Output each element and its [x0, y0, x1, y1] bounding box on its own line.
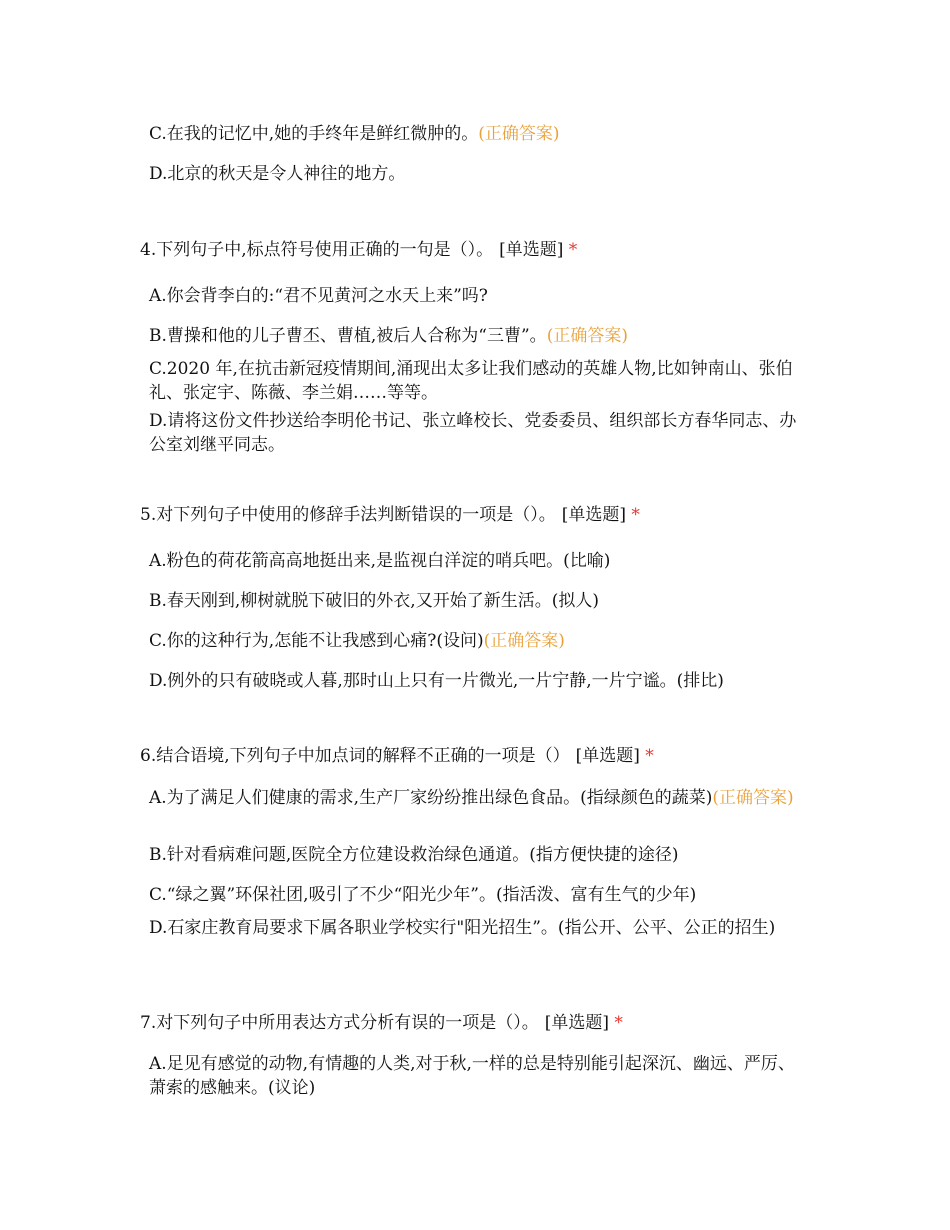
- question-type: [单选题]: [544, 1013, 609, 1033]
- option-text: B.春天刚到,柳树就脱下破旧的外衣,又开始了新生活。(拟人): [149, 591, 599, 611]
- option-text: D.例外的只有破晓或人暮,那时山上只有一片微光,一片宁静,一片宁谧。(排比): [149, 671, 724, 691]
- option-4a: [149, 284, 801, 308]
- option-6d: [149, 916, 801, 940]
- question-type: [单选题]: [561, 505, 626, 525]
- option-6c: [149, 883, 801, 907]
- option-text: C.你的这种行为,怎能不让我感到心痛?(设问): [149, 631, 484, 651]
- question-text: 4.下列句子中,标点符号使用正确的一句是（）。: [140, 240, 494, 260]
- option-5c: [149, 629, 801, 653]
- option-text: A.粉色的荷花箭高高地挺出来,是监视白洋淀的哨兵吧。(比喻): [149, 551, 611, 571]
- option-5a: [149, 549, 801, 573]
- option-4c: [149, 357, 801, 405]
- option-text: A.你会背李白的:“君不见黄河之水天上来”吗?: [149, 286, 488, 306]
- option-text: A.为了满足人们健康的需求,生产厂家纷纷推出绿色食品。(指绿颜色的蔬菜): [149, 788, 713, 808]
- option-text: A.足见有感觉的动物,有情趣的人类,对于秋,一样的总是特别能引起深沉、幽远、严厉、萧索的感触来。(议论): [149, 1054, 795, 1098]
- option-text: D.请将这份文件抄送给李明伦书记、张立峰校长、党委委员、组织部长方春华同志、办公室刘继平同志。: [149, 411, 797, 455]
- question-title: [140, 238, 840, 262]
- option-text: B.曹操和他的儿子曹丕、曹植,被后人合称为“三曹”。: [149, 326, 547, 346]
- option-4b: [149, 324, 801, 348]
- required-icon: *: [631, 505, 640, 525]
- option-4d: [149, 409, 801, 457]
- option-6a: [149, 786, 801, 810]
- option-5b: [149, 589, 801, 613]
- correct-answer-badge: (正确答案): [546, 326, 628, 346]
- option-text: C.“绿之翼”环保社团,吸引了不少“阳光少年”。(指活泼、富有生气的少年): [149, 885, 697, 905]
- question-title: [140, 1011, 840, 1035]
- question-title: [140, 744, 840, 768]
- question-title: [140, 503, 840, 527]
- option-3d: [149, 162, 801, 186]
- question-text: 7.对下列句子中所用表达方式分析有误的一项是（）。: [140, 1013, 539, 1033]
- question-text: 5.对下列句子中使用的修辞手法判断错误的一项是（）。: [140, 505, 556, 525]
- correct-answer-badge: (正确答案): [478, 124, 560, 144]
- option-text: C.2020 年,在抗击新冠疫情期间,涌现出太多让我们感动的英雄人物,比如钟南山、张伯礼、张定宇、陈薇、李兰娟……等等。: [149, 359, 793, 403]
- option-6b: [149, 843, 801, 867]
- option-text: B.针对看病难问题,医院全方位建设救治绿色通道。(指方便快捷的途径): [149, 845, 679, 865]
- option-text: D.石家庄教育局要求下属各职业学校实行"阳光招生”。(指公开、公平、公正的招生): [149, 918, 776, 938]
- option-3c: [149, 122, 801, 146]
- required-icon: *: [568, 240, 578, 260]
- required-icon: *: [645, 746, 654, 766]
- option-5d: [149, 669, 801, 693]
- question-type: [单选题]: [499, 240, 564, 260]
- question-text: 6.结合语境,下列句子中加点词的解释不正确的一项是（）: [140, 746, 570, 766]
- question-type: [单选题]: [575, 746, 640, 766]
- correct-answer-badge: (正确答案): [712, 788, 794, 808]
- required-icon: *: [614, 1013, 623, 1033]
- correct-answer-badge: (正确答案): [483, 631, 565, 651]
- option-text: C.在我的记忆中,她的手终年是鲜红微肿的。: [149, 124, 479, 144]
- option-text: D.北京的秋天是令人神往的地方。: [149, 164, 406, 184]
- option-7a: [149, 1052, 801, 1100]
